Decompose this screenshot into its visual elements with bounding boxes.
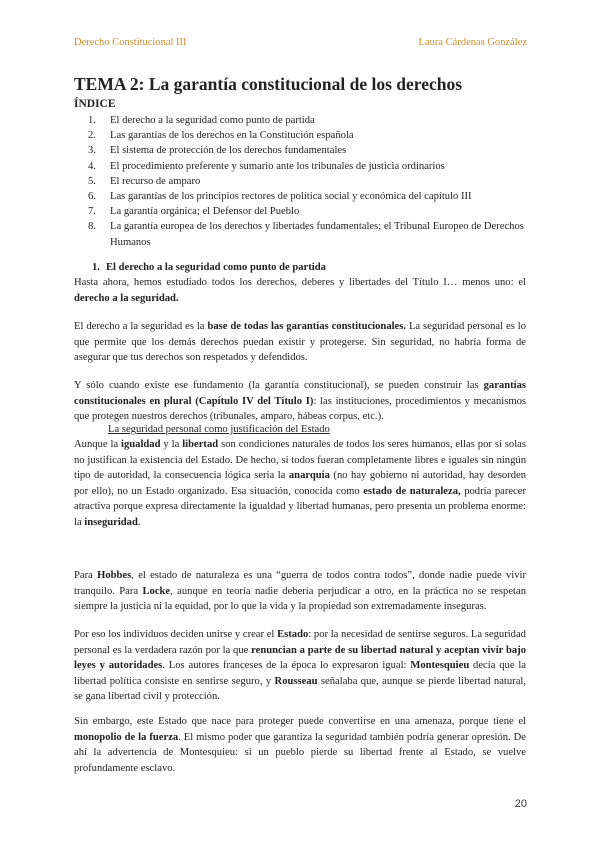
text: , aunque en teoría nadie debería perjudicar a otro, en la práctica no se respetan siempre la justicia ni la equidad, por lo que la vida y la propiedad son extremadamente inseguras. bbox=[74, 585, 526, 613]
page-title: TEMA 2: La garantía constitucional de los derechos bbox=[74, 74, 463, 94]
emphasis: renuncian a parte de su libertad natural y aceptan vivir bajo leyes y autoridades bbox=[74, 644, 526, 672]
emphasis: base de todas las garantías constitucionales. bbox=[207, 321, 407, 332]
emphasis: Estado bbox=[277, 629, 309, 640]
emphasis: Locke bbox=[142, 585, 171, 597]
paragraph bbox=[74, 319, 526, 366]
emphasis: estado de naturaleza, bbox=[363, 485, 461, 497]
paragraph bbox=[74, 627, 526, 705]
list-item-text: La garantía europea de los derechos y libertades fundamentales; el Tribunal Europeo de Derechos Humanos bbox=[110, 221, 524, 248]
list-item-text: El procedimiento preferente y sumario ante los tribunales de justicia ordinarios bbox=[110, 160, 445, 172]
text: . El mismo poder que garantiza la seguridad también podría generar opresión. De ahí la advertencia de Montesquieu: si un pueblo pierde su libertad frente al Estado, se vuelve profundamente esclavo. bbox=[74, 731, 526, 774]
text: y la bbox=[160, 439, 183, 450]
text: Por eso los individuos deciden unirse y crear el bbox=[74, 629, 278, 640]
text: Aunque la bbox=[74, 439, 122, 450]
list-item bbox=[88, 189, 528, 204]
paragraph bbox=[74, 568, 526, 615]
index-heading: ÍNDICE bbox=[74, 98, 116, 110]
emphasis: monopolio de la fuerza bbox=[74, 731, 179, 743]
text: . bbox=[137, 516, 141, 528]
list-item-text: El recurso de amparo bbox=[110, 175, 201, 187]
text: : las instituciones, procedimientos y mecanismos que protegen nuestros derechos (tribunales, amparo, hábeas corpus, etc.). bbox=[74, 395, 526, 423]
list-item bbox=[88, 204, 528, 219]
emphasis: Montesquieu bbox=[410, 660, 470, 672]
page-number: 20 bbox=[514, 798, 527, 810]
list-item bbox=[88, 143, 528, 158]
paragraph bbox=[74, 437, 526, 531]
emphasis: Hobbes bbox=[97, 570, 132, 581]
section-heading bbox=[92, 262, 326, 273]
text: podría parecer atractiva porque expresa directamente la igualdad y libertad humanas, pero presenta un problema enorme: la bbox=[74, 485, 526, 528]
text: El derecho a la seguridad es la bbox=[74, 321, 208, 332]
section-number: 1. bbox=[92, 262, 100, 273]
text: Para bbox=[74, 570, 98, 581]
text: decía que la libertad política consiste en sentirse seguro, y bbox=[74, 660, 527, 687]
text: son condiciones naturales de todos los seres humanos, ellas por sí solas no justifican la existencia del Estado. De hecho, si todos fueran completamente libres e iguales sin ningún tipo de autoridad, la consecuencia lógica sería la bbox=[74, 439, 527, 482]
list-item bbox=[88, 159, 528, 174]
header-course-title: Derecho Constitucional III bbox=[74, 37, 187, 48]
list-item-number: 8. bbox=[88, 221, 96, 233]
emphasis: igualdad bbox=[121, 439, 161, 450]
paragraph bbox=[74, 275, 526, 306]
text: , el estado de naturaleza es una “guerra de todos contra todos”, donde nadie puede vivir tranquilo. Para bbox=[74, 570, 526, 597]
list-item-number: 7. bbox=[88, 206, 96, 218]
text: Hasta ahora, hemos estudiado todos los derechos, deberes y libertades del Título I… menos uno: el bbox=[74, 277, 526, 288]
list-item bbox=[88, 174, 528, 189]
header-author: Laura Cárdenas González bbox=[418, 37, 527, 48]
emphasis: libertad bbox=[182, 439, 219, 450]
emphasis: derecho a la seguridad. bbox=[74, 292, 179, 304]
paragraph bbox=[74, 714, 526, 776]
index-list bbox=[88, 113, 528, 250]
list-item-text: Las garantías de los derechos en la Constitución española bbox=[110, 130, 354, 142]
emphasis: garantías constitucionales en plural (Capítulo IV del Título I) bbox=[74, 380, 526, 407]
section-title: El derecho a la seguridad como punto de partida bbox=[105, 262, 326, 273]
list-item-number: 4. bbox=[88, 160, 96, 172]
text: (no hay gobierno ni autoridad, hay desorden por ello), no un Estado organizado. Esa situación, conocida como bbox=[74, 470, 526, 497]
list-item-number: 3. bbox=[88, 145, 96, 157]
subsection-heading: La seguridad personal como justificación del Estado bbox=[108, 424, 330, 435]
list-item-number: 2. bbox=[88, 130, 96, 142]
text: señalaba que, aunque se pierde libertad natural, se gana libertad civil y protección. bbox=[74, 675, 526, 703]
list-item bbox=[88, 113, 528, 128]
emphasis: inseguridad bbox=[84, 516, 138, 528]
text: La seguridad personal es lo que permite que los demás derechos puedan existir y protegerse. Sin seguridad, no habría forma de asegurar que tus derechos son respetados y defendidos. bbox=[74, 321, 526, 364]
list-item-text: El derecho a la seguridad como punto de partida bbox=[110, 115, 315, 126]
list-item-number: 5. bbox=[88, 175, 96, 187]
list-item-text: La garantía orgánica; el Defensor del Pueblo bbox=[110, 206, 300, 218]
emphasis: anarquía bbox=[288, 470, 330, 482]
list-item bbox=[88, 128, 528, 143]
emphasis: Rousseau bbox=[274, 675, 318, 687]
list-item bbox=[88, 219, 528, 249]
list-item-number: 6. bbox=[88, 191, 96, 203]
paragraph bbox=[74, 378, 526, 425]
list-item-text: Las garantías de los principios rectores de política social y económica del capítulo III bbox=[110, 191, 472, 203]
text: Sin embargo, este Estado que nace para proteger puede convertirse en una amenaza, porque tiene el bbox=[74, 716, 526, 727]
text: . Los autores franceses de la época lo expresaron igual: bbox=[162, 660, 411, 672]
list-item-number: 1. bbox=[88, 115, 96, 126]
text: : por la necesidad de sentirse seguros. La seguridad personal es la verdadera razón por la que bbox=[74, 629, 526, 656]
list-item-text: El sistema de protección de los derechos fundamentales bbox=[110, 145, 347, 157]
text: Y sólo cuando existe ese fundamento (la garantía constitucional), se pueden construir las bbox=[74, 380, 484, 391]
